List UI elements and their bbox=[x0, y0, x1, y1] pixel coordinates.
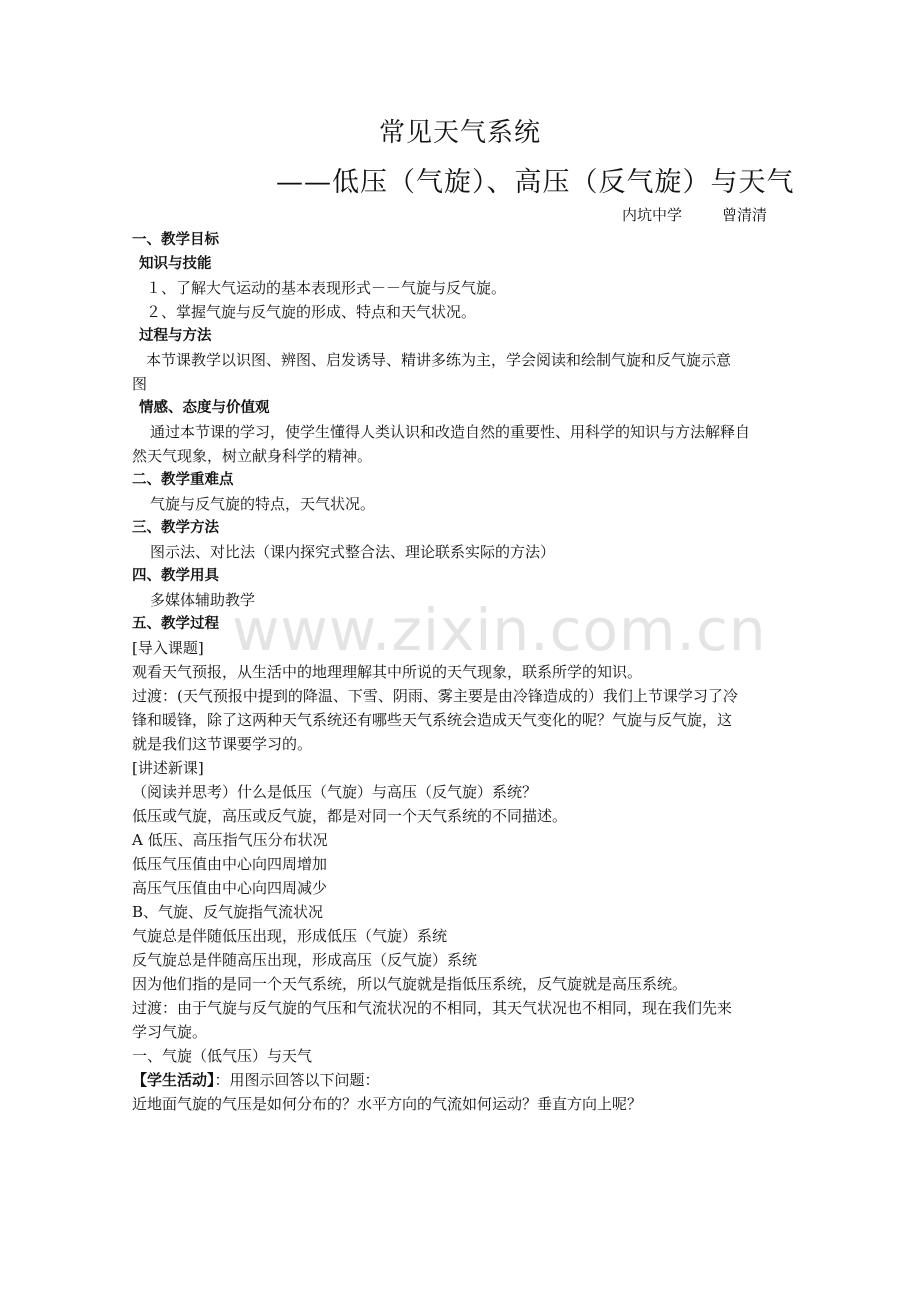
author-name: 曾清清 bbox=[722, 206, 768, 224]
paragraph-line: A 低压、高压指气压分布状况 bbox=[132, 831, 328, 849]
section-heading-3: 三、教学方法 bbox=[132, 520, 219, 536]
subheading-attitude: 情感、态度与价值观 bbox=[139, 400, 270, 416]
paragraph-line: 通过本节课的学习，使学生懂得人类认识和改造自然的重要性、用科学的知识与方法解释自 bbox=[150, 423, 751, 441]
paragraph-line bbox=[132, 1068, 792, 1092]
document-body bbox=[132, 228, 792, 1116]
paragraph-line: 低压或气旋，高压或反气旋，都是对同一个天气系统的不同描述。 bbox=[132, 807, 568, 825]
document-subtitle: ——低压（气旋）、高压（反气旋）与天气 bbox=[276, 167, 795, 198]
section-heading-2: 二、教学重难点 bbox=[132, 472, 234, 488]
paragraph-line: 图示法、对比法（课内探究式整合法、理论联系实际的方法） bbox=[150, 543, 556, 561]
paragraph-line: 一、气旋（低气压）与天气 bbox=[132, 1047, 313, 1065]
paragraph-line: B、气旋、反气旋指气流状况 bbox=[132, 903, 324, 921]
paragraph-line: 因为他们指的是同一个天气系统，所以气旋就是指低压系统，反气旋就是高压系统。 bbox=[132, 975, 688, 993]
subheading-knowledge: 知识与技能 bbox=[139, 256, 212, 272]
subheading-process: 过程与方法 bbox=[139, 328, 212, 344]
paragraph-line: 过渡：由于气旋与反气旋的气压和气流状况的不相同，其天气状况也不相同，现在我们先来 bbox=[132, 999, 733, 1017]
section-heading-5: 五、教学过程 bbox=[132, 616, 219, 632]
author-line bbox=[622, 204, 767, 225]
tag-intro: [导入课题] bbox=[132, 639, 204, 657]
paragraph-line: 多媒体辅助教学 bbox=[150, 591, 256, 609]
section-heading-4: 四、教学用具 bbox=[132, 568, 219, 584]
paragraph-line: 过渡：(天气预报中提到的降温、下雪、阴雨、雾主要是由冷锋造成的）我们上节课学习了冷 bbox=[132, 687, 738, 705]
paragraph-line: 反气旋总是伴随高压出现，形成高压（反气旋）系统 bbox=[132, 951, 478, 969]
paragraph-line: 本节课教学以识图、辨图、启发诱导、精讲多练为主，学会阅读和绘制气旋和反气旋示意 bbox=[146, 351, 732, 369]
tag-new-lesson: [讲述新课] bbox=[132, 759, 204, 777]
paragraph-line: 就是我们这节课要学习的。 bbox=[132, 735, 313, 753]
paragraph-line: 图 bbox=[132, 375, 148, 393]
list-item: １、了解大气运动的基本表现形式－－气旋与反气旋。 bbox=[146, 279, 507, 297]
paragraph-line: 然天气现象，树立献身科学的精神。 bbox=[132, 447, 373, 465]
paragraph-line: 观看天气预报，从生活中的地理理解其中所说的天气现象，联系所学的知识。 bbox=[132, 663, 643, 681]
section-heading-1: 一、教学目标 bbox=[132, 232, 219, 248]
list-item: ２、掌握气旋与反气旋的形成、特点和天气状况。 bbox=[146, 303, 477, 321]
author-school: 内坑中学 bbox=[622, 206, 683, 224]
paragraph-line: 气旋总是伴随低压出现，形成低压（气旋）系统 bbox=[132, 927, 448, 945]
paragraph-line: 锋和暖锋，除了这两种天气系统还有哪些天气系统会造成天气变化的呢？气旋与反气旋，这 bbox=[132, 711, 733, 729]
student-activity-label: 【学生活动】 bbox=[132, 1071, 215, 1089]
student-activity-text: ：用图示回答以下问题： bbox=[214, 1071, 380, 1089]
paragraph-line: 高压气压值由中心向四周减少 bbox=[132, 879, 328, 897]
paragraph-line: 学习气旋。 bbox=[132, 1023, 208, 1041]
paragraph-line: 气旋与反气旋的特点，天气状况。 bbox=[150, 495, 376, 513]
paragraph-line: （阅读并思考）什么是低压（气旋）与高压（反气旋）系统？ bbox=[132, 783, 538, 801]
watermark: www.zixin.com.cn bbox=[232, 596, 767, 664]
document-title: 常见天气系统 bbox=[378, 118, 541, 148]
paragraph-line: 低压气压值由中心向四周增加 bbox=[132, 855, 328, 873]
paragraph-line: 近地面气旋的气压是如何分布的？水平方向的气流如何运动？垂直方向上呢？ bbox=[132, 1095, 643, 1113]
